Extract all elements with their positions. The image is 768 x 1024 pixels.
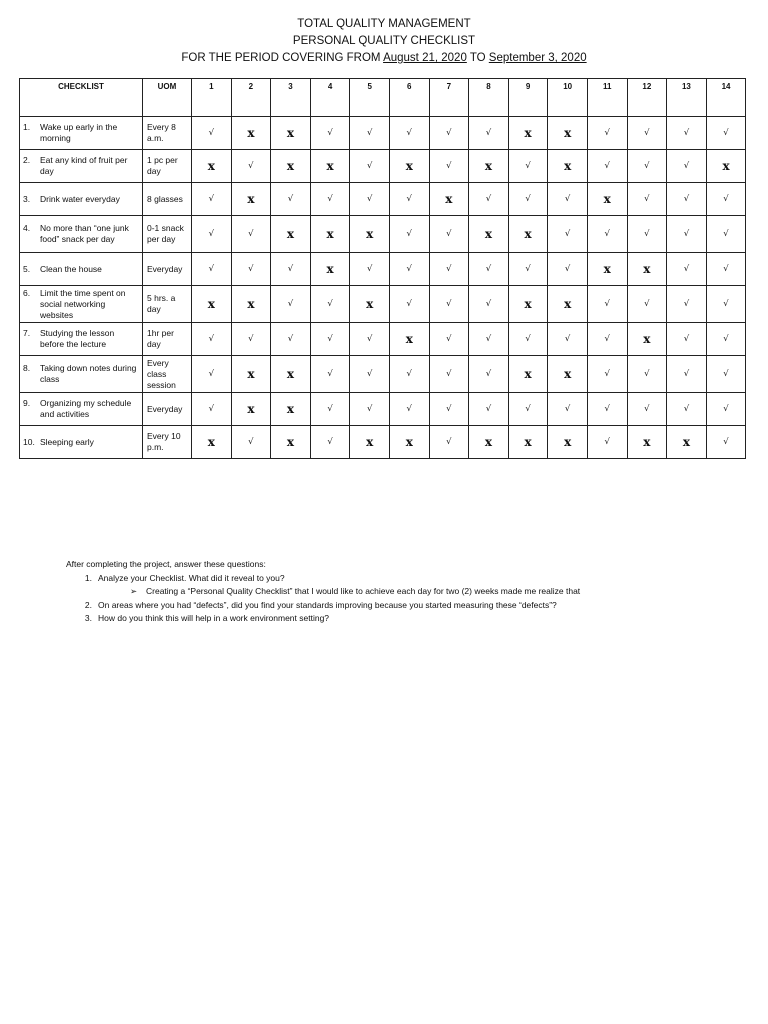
question-number: 1. bbox=[84, 572, 92, 583]
end-date: September 3, 2020 bbox=[488, 52, 587, 64]
table-row bbox=[20, 150, 746, 183]
check-mark-icon: √ bbox=[429, 356, 469, 393]
table-row bbox=[20, 183, 746, 216]
item-number: 3. bbox=[23, 193, 31, 204]
check-mark-icon: √ bbox=[271, 183, 311, 216]
x-mark-icon: x bbox=[389, 150, 429, 183]
item-number: 1. bbox=[23, 122, 31, 132]
check-mark-icon: √ bbox=[310, 117, 350, 150]
x-mark-icon: x bbox=[231, 286, 271, 323]
day-column-header: 10 bbox=[548, 79, 588, 117]
check-mark-icon: √ bbox=[350, 356, 390, 393]
table-row bbox=[20, 253, 746, 286]
check-mark-icon: √ bbox=[429, 323, 469, 356]
check-mark-icon: √ bbox=[548, 183, 588, 216]
check-mark-icon: √ bbox=[310, 393, 350, 426]
x-mark-icon: x bbox=[508, 117, 548, 150]
check-mark-icon: √ bbox=[548, 393, 588, 426]
table-row bbox=[20, 117, 746, 150]
check-mark-icon: √ bbox=[587, 393, 627, 426]
checklist-item-cell bbox=[20, 150, 143, 183]
check-mark-icon: √ bbox=[429, 117, 469, 150]
check-mark-icon: √ bbox=[627, 117, 667, 150]
check-mark-icon: √ bbox=[429, 253, 469, 286]
item-text: No more than “one junk food” snack per day bbox=[40, 223, 129, 244]
x-mark-icon: x bbox=[231, 393, 271, 426]
check-mark-icon: √ bbox=[587, 356, 627, 393]
uom-cell: Everyday bbox=[143, 393, 192, 426]
table-row bbox=[20, 426, 746, 459]
checklist-item-cell bbox=[20, 183, 143, 216]
day-column-header: 11 bbox=[587, 79, 627, 117]
check-mark-icon: √ bbox=[667, 323, 707, 356]
item-number: 6. bbox=[23, 287, 31, 298]
check-mark-icon: √ bbox=[231, 253, 271, 286]
day-column-header: 12 bbox=[627, 79, 667, 117]
checklist-item-cell bbox=[20, 323, 143, 356]
checklist-item-cell bbox=[20, 286, 143, 323]
x-mark-icon: x bbox=[350, 426, 390, 459]
item-text: Organizing my schedule and activities bbox=[40, 398, 132, 419]
check-mark-icon: √ bbox=[627, 216, 667, 253]
x-mark-icon: x bbox=[508, 216, 548, 253]
check-mark-icon: √ bbox=[667, 150, 707, 183]
x-mark-icon: x bbox=[192, 426, 232, 459]
check-mark-icon: √ bbox=[627, 183, 667, 216]
table-row bbox=[20, 393, 746, 426]
check-mark-icon: √ bbox=[192, 253, 232, 286]
uom-cell: Everyday bbox=[143, 253, 192, 286]
day-column-header: 13 bbox=[667, 79, 707, 117]
day-column-header: 2 bbox=[231, 79, 271, 117]
x-mark-icon: x bbox=[231, 117, 271, 150]
check-mark-icon: √ bbox=[706, 117, 746, 150]
x-mark-icon: x bbox=[627, 323, 667, 356]
check-mark-icon: √ bbox=[667, 286, 707, 323]
checklist-item-cell bbox=[20, 253, 143, 286]
table-row bbox=[20, 356, 746, 393]
check-mark-icon: √ bbox=[350, 117, 390, 150]
check-mark-icon: √ bbox=[667, 253, 707, 286]
check-mark-icon: √ bbox=[192, 183, 232, 216]
check-mark-icon: √ bbox=[429, 150, 469, 183]
checklist-column-header: CHECKLIST bbox=[20, 79, 143, 117]
check-mark-icon: √ bbox=[310, 323, 350, 356]
item-number: 5. bbox=[23, 263, 31, 274]
check-mark-icon: √ bbox=[508, 253, 548, 286]
check-mark-icon: √ bbox=[192, 393, 232, 426]
check-mark-icon: √ bbox=[667, 393, 707, 426]
period-prefix: FOR THE PERIOD COVERING FROM bbox=[181, 52, 384, 64]
x-mark-icon: x bbox=[389, 426, 429, 459]
questions-section bbox=[66, 558, 580, 626]
x-mark-icon: x bbox=[469, 150, 509, 183]
check-mark-icon: √ bbox=[469, 253, 509, 286]
x-mark-icon: x bbox=[508, 286, 548, 323]
question-text: On areas where you had “defects”, did you find your standards improving because you started measuring these “defects”? bbox=[98, 599, 557, 610]
question-1 bbox=[66, 572, 580, 586]
check-mark-icon: √ bbox=[667, 117, 707, 150]
day-column-header: 14 bbox=[706, 79, 746, 117]
item-text: Wake up early in the morning bbox=[40, 122, 118, 143]
period-line bbox=[0, 50, 768, 67]
uom-cell: Every 8 a.m. bbox=[143, 117, 192, 150]
uom-cell: 5 hrs. a day bbox=[143, 286, 192, 323]
check-mark-icon: √ bbox=[469, 323, 509, 356]
uom-column-header: UOM bbox=[143, 79, 192, 117]
item-text: Sleeping early bbox=[40, 436, 94, 447]
x-mark-icon: x bbox=[231, 356, 271, 393]
check-mark-icon: √ bbox=[627, 356, 667, 393]
check-mark-icon: √ bbox=[706, 393, 746, 426]
uom-cell: 1hr per day bbox=[143, 323, 192, 356]
check-mark-icon: √ bbox=[706, 216, 746, 253]
item-number: 10. bbox=[23, 436, 35, 447]
check-mark-icon: √ bbox=[389, 183, 429, 216]
check-mark-icon: √ bbox=[271, 253, 311, 286]
day-column-header: 5 bbox=[350, 79, 390, 117]
check-mark-icon: √ bbox=[706, 356, 746, 393]
x-mark-icon: x bbox=[469, 426, 509, 459]
check-mark-icon: √ bbox=[627, 393, 667, 426]
check-mark-icon: √ bbox=[587, 286, 627, 323]
to-word: TO bbox=[466, 52, 489, 64]
table-row bbox=[20, 216, 746, 253]
uom-cell: 1 pc per day bbox=[143, 150, 192, 183]
checklist-item-cell bbox=[20, 393, 143, 426]
item-text: Limit the time spent on social networking websites bbox=[40, 287, 126, 320]
check-mark-icon: √ bbox=[587, 117, 627, 150]
check-mark-icon: √ bbox=[706, 183, 746, 216]
x-mark-icon: x bbox=[310, 253, 350, 286]
checklist-item-cell bbox=[20, 117, 143, 150]
item-number: 4. bbox=[23, 223, 31, 233]
check-mark-icon: √ bbox=[706, 253, 746, 286]
item-text: Drink water everyday bbox=[40, 193, 120, 204]
x-mark-icon: x bbox=[548, 286, 588, 323]
question-text: How do you think this will help in a work environment setting? bbox=[98, 613, 330, 623]
document-header bbox=[0, 16, 768, 67]
check-mark-icon: √ bbox=[508, 183, 548, 216]
x-mark-icon: x bbox=[706, 150, 746, 183]
x-mark-icon: x bbox=[548, 117, 588, 150]
check-mark-icon: √ bbox=[231, 323, 271, 356]
day-column-header: 9 bbox=[508, 79, 548, 117]
x-mark-icon: x bbox=[192, 286, 232, 323]
check-mark-icon: √ bbox=[667, 356, 707, 393]
question-1-answer bbox=[66, 585, 580, 599]
table-row bbox=[20, 323, 746, 356]
check-mark-icon: √ bbox=[627, 150, 667, 183]
start-date: August 21, 2020 bbox=[383, 52, 467, 64]
x-mark-icon: x bbox=[271, 356, 311, 393]
check-mark-icon: √ bbox=[627, 286, 667, 323]
check-mark-icon: √ bbox=[350, 150, 390, 183]
check-mark-icon: √ bbox=[587, 150, 627, 183]
check-mark-icon: √ bbox=[667, 183, 707, 216]
table-header-row bbox=[20, 79, 746, 117]
subtitle-line: PERSONAL QUALITY CHECKLIST bbox=[292, 35, 476, 47]
check-mark-icon: √ bbox=[587, 216, 627, 253]
checklist-table bbox=[19, 78, 746, 459]
check-mark-icon: √ bbox=[587, 426, 627, 459]
questions-intro: After completing the project, answer these questions: bbox=[66, 559, 266, 569]
check-mark-icon: √ bbox=[389, 253, 429, 286]
table-row bbox=[20, 286, 746, 323]
uom-cell: 8 glasses bbox=[143, 183, 192, 216]
question-text: Analyze your Checklist. What did it reveal to you? bbox=[98, 572, 285, 583]
check-mark-icon: √ bbox=[231, 216, 271, 253]
x-mark-icon: x bbox=[429, 183, 469, 216]
check-mark-icon: √ bbox=[231, 426, 271, 459]
x-mark-icon: x bbox=[310, 216, 350, 253]
check-mark-icon: √ bbox=[389, 356, 429, 393]
day-column-header: 1 bbox=[192, 79, 232, 117]
table-body bbox=[20, 117, 746, 459]
check-mark-icon: √ bbox=[310, 426, 350, 459]
x-mark-icon: x bbox=[192, 150, 232, 183]
check-mark-icon: √ bbox=[310, 183, 350, 216]
x-mark-icon: x bbox=[587, 183, 627, 216]
check-mark-icon: √ bbox=[389, 393, 429, 426]
day-column-header: 4 bbox=[310, 79, 350, 117]
day-column-header: 7 bbox=[429, 79, 469, 117]
check-mark-icon: √ bbox=[192, 216, 232, 253]
check-mark-icon: √ bbox=[469, 117, 509, 150]
x-mark-icon: x bbox=[627, 253, 667, 286]
x-mark-icon: x bbox=[271, 426, 311, 459]
x-mark-icon: x bbox=[310, 150, 350, 183]
check-mark-icon: √ bbox=[429, 286, 469, 323]
day-column-header: 3 bbox=[271, 79, 311, 117]
day-column-header: 8 bbox=[469, 79, 509, 117]
check-mark-icon: √ bbox=[706, 323, 746, 356]
item-number: 8. bbox=[23, 363, 31, 373]
check-mark-icon: √ bbox=[389, 216, 429, 253]
title-line: TOTAL QUALITY MANAGEMENT bbox=[297, 18, 471, 30]
uom-cell: Every class session bbox=[143, 356, 192, 393]
question-number: 3. bbox=[84, 613, 92, 623]
x-mark-icon: x bbox=[350, 286, 390, 323]
x-mark-icon: x bbox=[548, 426, 588, 459]
x-mark-icon: x bbox=[389, 323, 429, 356]
check-mark-icon: √ bbox=[469, 286, 509, 323]
check-mark-icon: √ bbox=[706, 286, 746, 323]
x-mark-icon: x bbox=[587, 253, 627, 286]
check-mark-icon: √ bbox=[389, 286, 429, 323]
check-mark-icon: √ bbox=[706, 426, 746, 459]
check-mark-icon: √ bbox=[508, 150, 548, 183]
check-mark-icon: √ bbox=[587, 323, 627, 356]
check-mark-icon: √ bbox=[469, 356, 509, 393]
check-mark-icon: √ bbox=[389, 117, 429, 150]
item-text: Studying the lesson before the lecture bbox=[40, 328, 115, 349]
check-mark-icon: √ bbox=[192, 117, 232, 150]
x-mark-icon: x bbox=[627, 426, 667, 459]
uom-cell: Every 10 p.m. bbox=[143, 426, 192, 459]
checklist-item-cell bbox=[20, 216, 143, 253]
check-mark-icon: √ bbox=[231, 150, 271, 183]
item-text: Taking down notes during class bbox=[40, 363, 137, 384]
uom-cell: 0-1 snack per day bbox=[143, 216, 192, 253]
check-mark-icon: √ bbox=[192, 356, 232, 393]
checklist-item-cell bbox=[20, 426, 143, 459]
x-mark-icon: x bbox=[350, 216, 390, 253]
check-mark-icon: √ bbox=[429, 393, 469, 426]
x-mark-icon: x bbox=[271, 393, 311, 426]
check-mark-icon: √ bbox=[469, 393, 509, 426]
x-mark-icon: x bbox=[508, 426, 548, 459]
item-number: 7. bbox=[23, 328, 31, 338]
x-mark-icon: x bbox=[469, 216, 509, 253]
x-mark-icon: x bbox=[231, 183, 271, 216]
check-mark-icon: √ bbox=[192, 323, 232, 356]
question-2 bbox=[66, 599, 580, 613]
answer-text: Creating a “Personal Quality Checklist” that I would like to achieve each day for two (2) weeks made me realize that bbox=[146, 586, 581, 596]
check-mark-icon: √ bbox=[667, 216, 707, 253]
question-3 bbox=[66, 612, 580, 626]
check-mark-icon: √ bbox=[429, 216, 469, 253]
item-text: Clean the house bbox=[40, 263, 102, 274]
question-number: 2. bbox=[84, 599, 92, 610]
item-text: Eat any kind of fruit per day bbox=[40, 155, 128, 176]
x-mark-icon: x bbox=[667, 426, 707, 459]
x-mark-icon: x bbox=[508, 356, 548, 393]
check-mark-icon: √ bbox=[310, 286, 350, 323]
item-number: 2. bbox=[23, 155, 31, 165]
check-mark-icon: √ bbox=[508, 323, 548, 356]
arrow-bullet-icon: ➢ bbox=[130, 586, 138, 596]
check-mark-icon: √ bbox=[271, 286, 311, 323]
item-number: 9. bbox=[23, 398, 31, 408]
x-mark-icon: x bbox=[271, 150, 311, 183]
x-mark-icon: x bbox=[548, 150, 588, 183]
check-mark-icon: √ bbox=[310, 356, 350, 393]
check-mark-icon: √ bbox=[350, 393, 390, 426]
check-mark-icon: √ bbox=[469, 183, 509, 216]
check-mark-icon: √ bbox=[350, 323, 390, 356]
check-mark-icon: √ bbox=[350, 253, 390, 286]
day-column-header: 6 bbox=[389, 79, 429, 117]
check-mark-icon: √ bbox=[429, 426, 469, 459]
checklist-item-cell bbox=[20, 356, 143, 393]
check-mark-icon: √ bbox=[350, 183, 390, 216]
check-mark-icon: √ bbox=[548, 323, 588, 356]
x-mark-icon: x bbox=[271, 216, 311, 253]
check-mark-icon: √ bbox=[271, 323, 311, 356]
x-mark-icon: x bbox=[271, 117, 311, 150]
check-mark-icon: √ bbox=[548, 253, 588, 286]
check-mark-icon: √ bbox=[508, 393, 548, 426]
x-mark-icon: x bbox=[548, 356, 588, 393]
check-mark-icon: √ bbox=[548, 216, 588, 253]
